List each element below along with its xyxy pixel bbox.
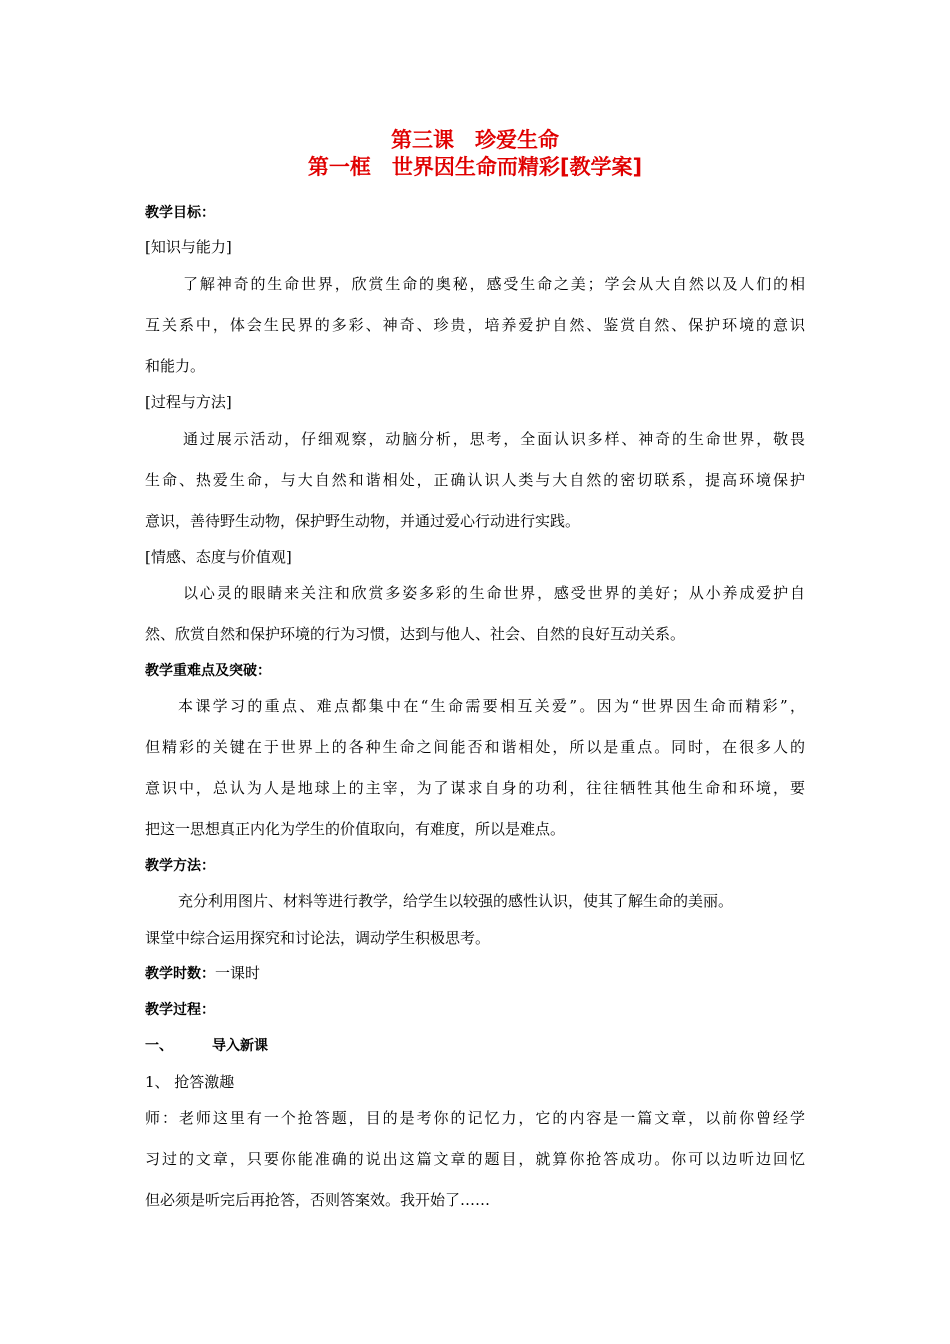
hours-heading: 教学时数：	[145, 966, 215, 982]
activity-item: 1、 抢答激趣	[145, 1073, 235, 1091]
methods-heading: 教学方法：	[145, 858, 215, 874]
emotion-line: 以心灵的眼睛来关注和欣赏多姿多彩的生命世界，感受世界的美好；从小养成爱护自	[183, 584, 805, 602]
emotion-line: 然、欣赏自然和保护环境的行为习惯，达到与他人、社会、自然的良好互动关系。	[145, 625, 686, 643]
keypoints-line: 但精彩的关键在于世界上的各种生命之间能否和谐相处，所以是重点。同时，在很多人的	[145, 738, 805, 756]
hours-row	[145, 963, 260, 984]
teacher-line: 师：老师这里有一个抢答题，目的是考你的记忆力，它的内容是一篇文章，以前你曾经学	[145, 1109, 805, 1127]
keypoints-line: 把这一思想真正内化为学生的价值取向，有难度，所以是难点。	[145, 820, 566, 838]
keypoints-line: 意识中，总认为人是地球上的主宰，为了谋求自身的功利，往往牺牲其他生命和环境，要	[145, 779, 805, 797]
section-heading: 导入新课	[212, 1038, 268, 1054]
process-line: 生命、热爱生命，与大自然和谐相处，正确认识人类与大自然的密切联系，提高环境保护	[145, 471, 805, 489]
knowledge-line: 和能力。	[145, 357, 206, 375]
lesson-title: 第三课 珍爱生命	[391, 128, 559, 152]
methods-line: 课堂中综合运用探究和讨论法，调动学生积极思考。	[145, 929, 491, 947]
process-heading: 教学过程：	[145, 1002, 215, 1018]
teacher-line: 但必须是听完后再抢答，否则答案效。我开始了……	[145, 1191, 491, 1209]
process-label: [过程与方法]	[145, 393, 232, 411]
knowledge-line: 了解神奇的生命世界，欣赏生命的奥秘，感受生命之美；学会从大自然以及人们的相	[183, 275, 805, 293]
emotion-label: [情感、态度与价值观]	[145, 548, 292, 566]
objectives-heading: 教学目标：	[145, 205, 215, 221]
section-title: 第一框 世界因生命而精彩[教学案]	[307, 155, 643, 179]
teacher-line: 习过的文章，只要你能准确的说出这篇文章的题目，就算你抢答成功。你可以边听边回忆	[145, 1150, 805, 1168]
keypoints-line: 本课学习的重点、难点都集中在“生命需要相互关爱”。因为“世界因生命而精彩”，	[178, 697, 805, 715]
knowledge-label: [知识与能力]	[145, 238, 232, 256]
section-number: 一、	[145, 1038, 173, 1054]
knowledge-line: 互关系中，体会生民界的多彩、神奇、珍贵，培养爱护自然、鉴赏自然、保护环境的意识	[145, 316, 805, 334]
keypoints-heading: 教学重难点及突破：	[145, 663, 271, 679]
process-line: 通过展示活动，仔细观察，动脑分析，思考，全面认识多样、神奇的生命世界，敬畏	[183, 430, 805, 448]
methods-line: 充分利用图片、材料等进行教学，给学生以较强的感性认识，使其了解生命的美丽。	[178, 892, 734, 910]
hours-value: 一课时	[215, 964, 261, 982]
process-line: 意识，善待野生动物，保护野生动物，并通过爱心行动进行实践。	[145, 512, 581, 530]
